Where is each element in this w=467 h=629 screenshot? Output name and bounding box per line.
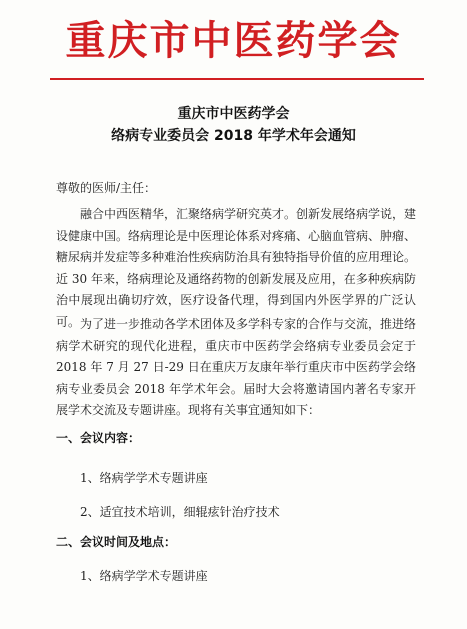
doc-title-line2: 络病专业委员会 2018 年学术年会通知 xyxy=(111,128,356,144)
section-heading-content: 一、会议内容： xyxy=(56,431,141,445)
list-item: 1、络病学学术专题讲座 xyxy=(80,471,208,485)
doc-title-line1: 重庆市中医药学会 xyxy=(177,106,290,122)
body-paragraph-1: 融合中西医精华，汇聚络病学研究英才。创新发展络病学说，建设健康中国。络病理论是中医理论体系对疼痛、心脑血管病、肿瘤、糖尿病并发症等多种难治性疾病防治具有独特指导价值的应用理论。近 30 年来，络病理论及通络药物的创新发展及应用，在多种疾病防治中展现出确切疗效，医疗设备代理，得到国内外医学界的广泛认可。 xyxy=(56,207,417,329)
org-banner-title: 重庆市中医药学会 xyxy=(65,17,402,64)
header-divider xyxy=(50,78,424,80)
salutation: 尊敬的医师/主任： xyxy=(56,181,157,195)
body-paragraph-2: 为了进一步推动各学术团体及多学科专家的合作与交流，推进络病学术研究的现代化进程，重庆市中医药学会络病专业委员会定于 2018 年 7 月 27 日-29 日在重庆万友康年举行重庆市中医药学会络病专业委员会 2018 年学术年会。届时大会将邀请国内著名专家开展学术交流及专题讲座。现将有关事宜通知如下： xyxy=(56,317,417,417)
list-item: 1、络病学学术专题讲座 xyxy=(80,569,208,583)
section-heading-time-place: 二、会议时间及地点： xyxy=(56,535,177,549)
list-item: 2、适宜技术培训，细辊痃针治疗技术 xyxy=(80,505,280,519)
